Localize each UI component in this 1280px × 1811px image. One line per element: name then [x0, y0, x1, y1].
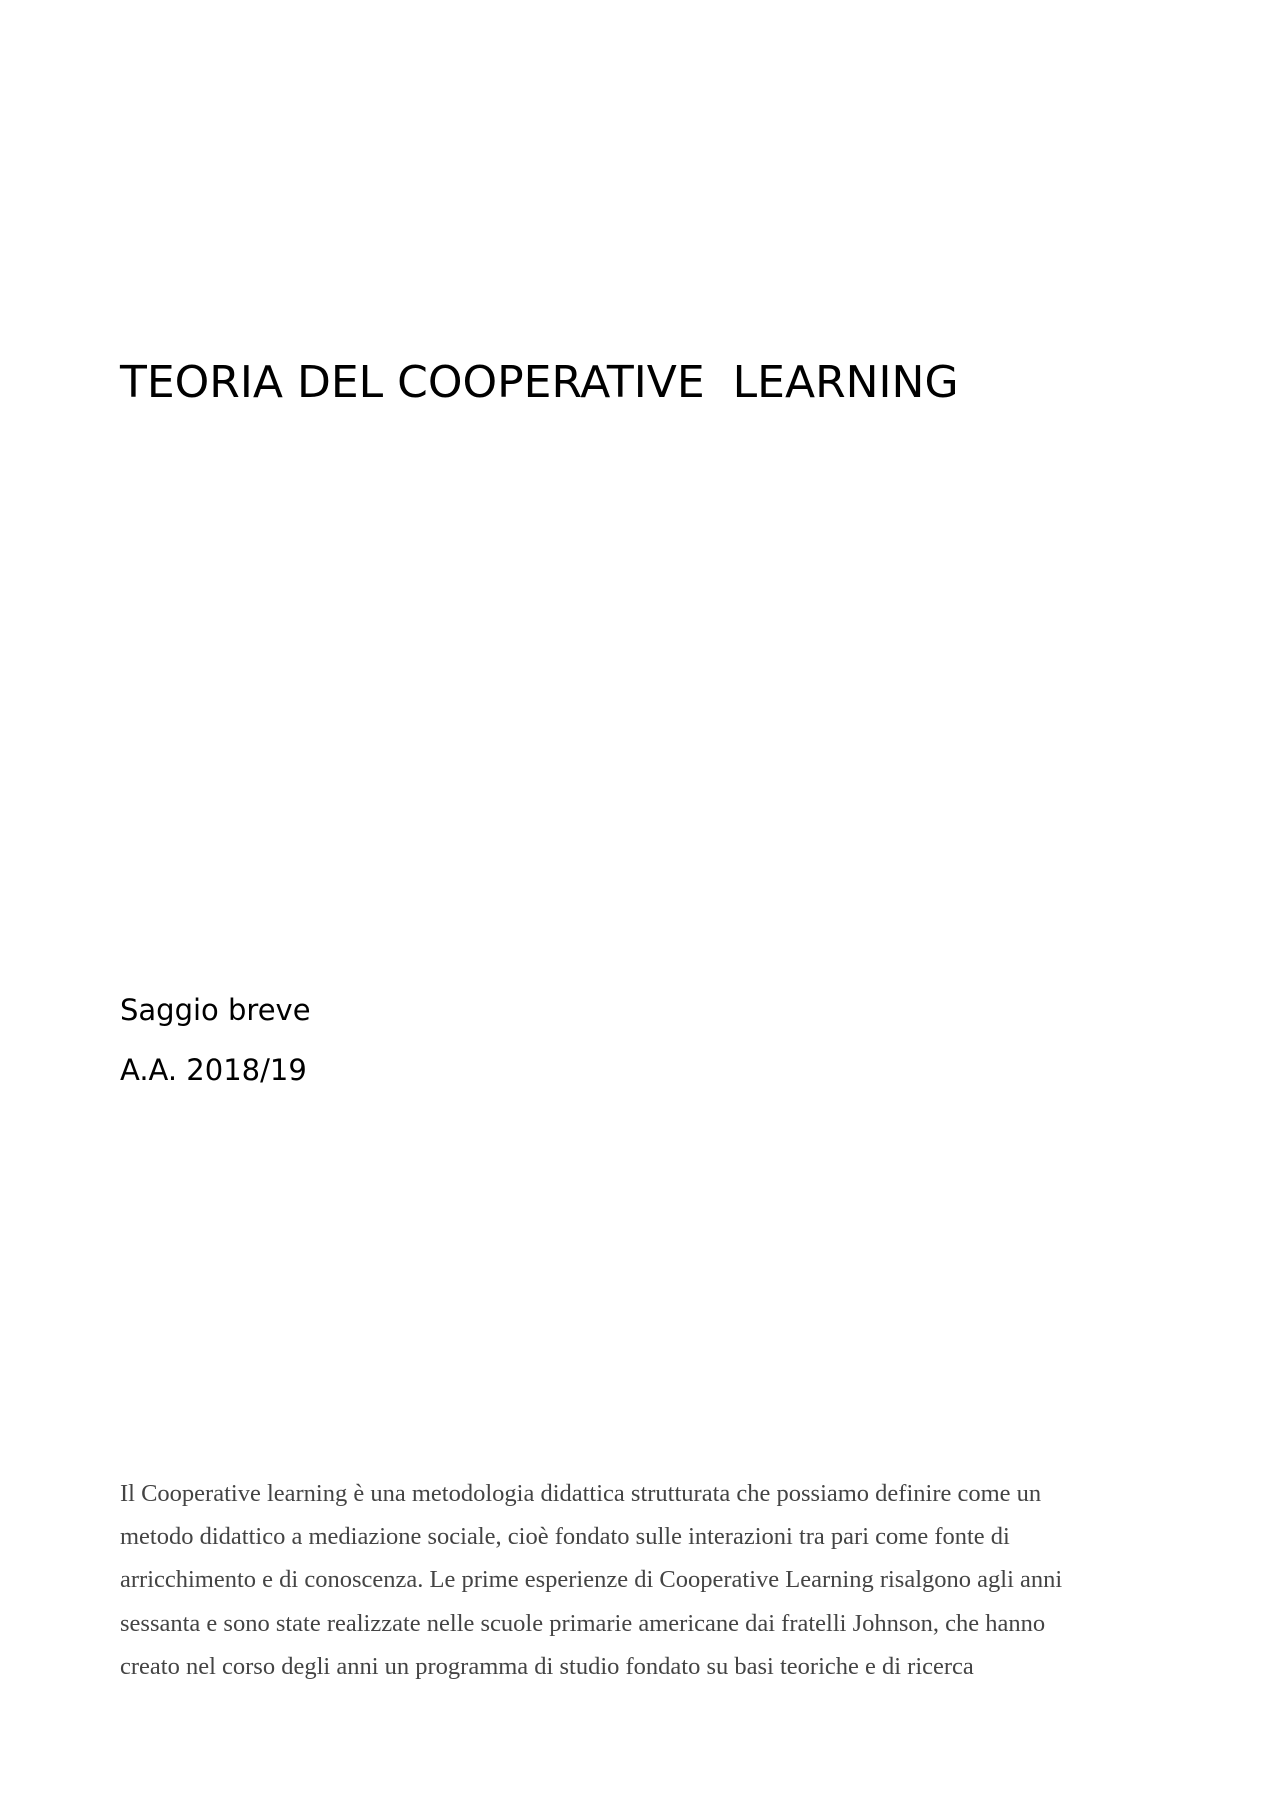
body-line: sessanta e sono state realizzate nelle scuole primarie americane dai fratelli Johnson, che hanno: [120, 1609, 1046, 1637]
document-subtitle: Saggio breve: [120, 993, 311, 1027]
body-paragraph: [120, 1472, 1180, 1688]
body-line: arricchimento e di conoscenza. Le prime esperienze di Cooperative Learning risalgono agli anni: [120, 1566, 1063, 1594]
body-line: metodo didattico a mediazione sociale, cioè fondato sulle interazioni tra pari come fonte di: [120, 1523, 1010, 1551]
body-line: Il Cooperative learning è una metodologia didattica strutturata che possiamo definire come un: [120, 1480, 1042, 1507]
document-title: TEORIA DEL COOPERATIVE LEARNING: [120, 357, 959, 408]
body-line: creato nel corso degli anni un programma di studio fondato su basi teoriche e di ricerca: [120, 1652, 974, 1680]
academic-year: A.A. 2018/19: [120, 1053, 307, 1087]
